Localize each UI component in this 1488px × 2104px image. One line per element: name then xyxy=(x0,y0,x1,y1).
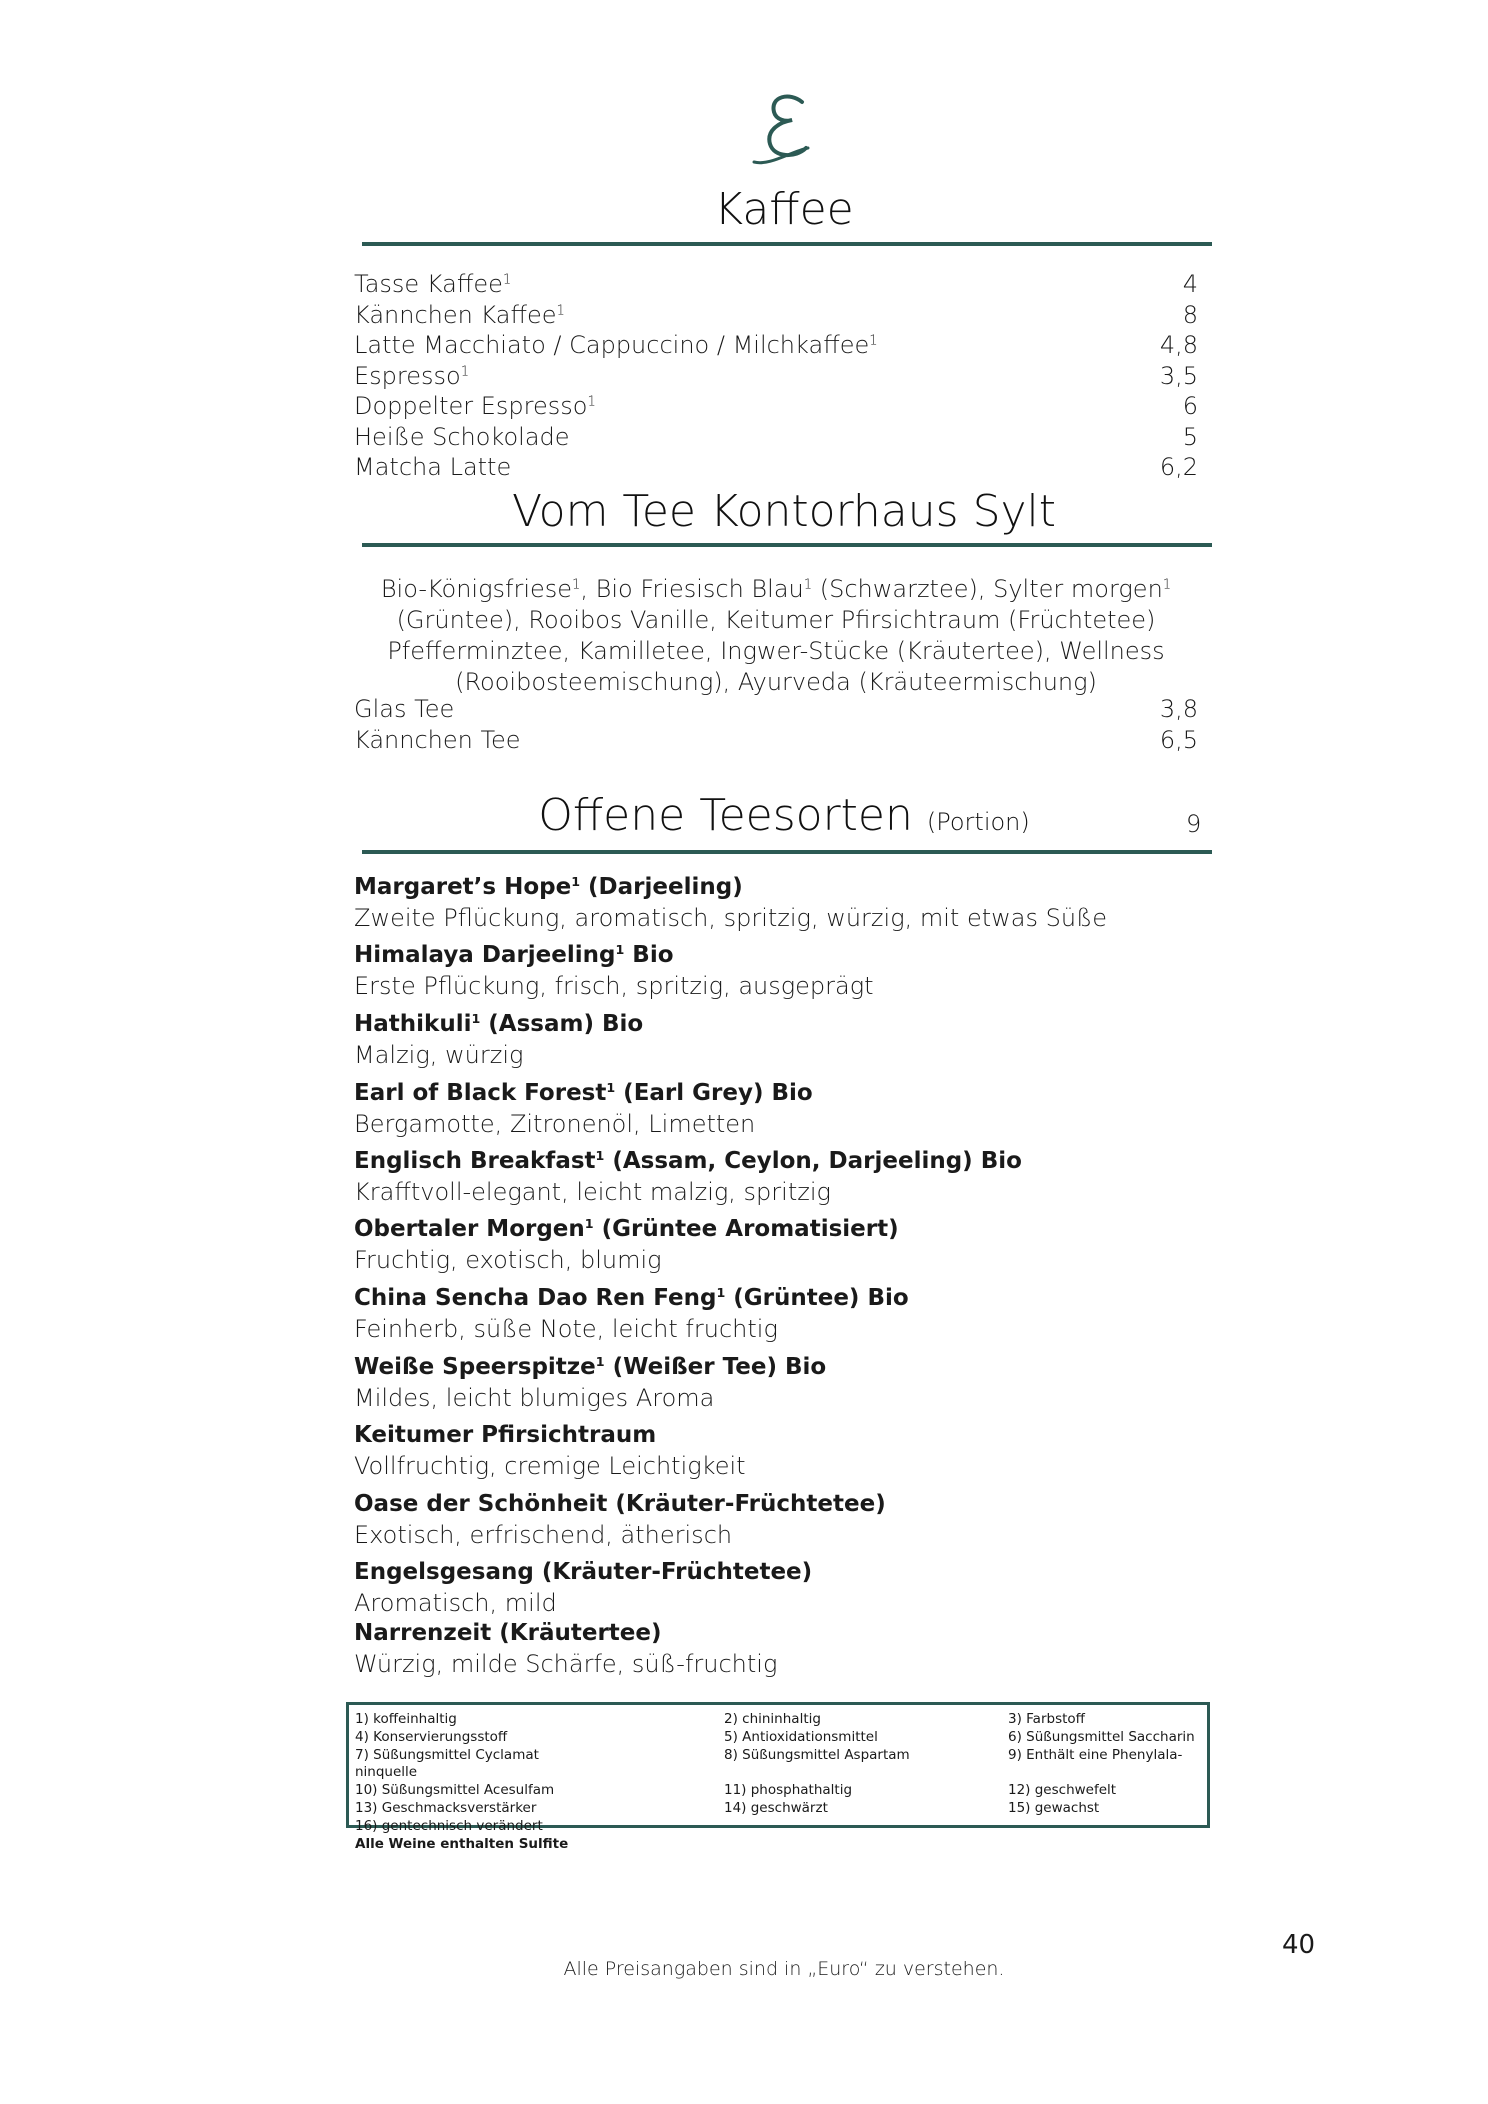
menu-item-name xyxy=(354,392,596,420)
menu-item-row xyxy=(354,695,1198,725)
menu-item-price: 5 xyxy=(1182,422,1198,451)
tea-name-text: Englisch Breakfast xyxy=(354,1148,596,1174)
footnote-entry: 8) Süßungsmittel Aspartam xyxy=(724,1746,910,1763)
menu-item-name xyxy=(354,362,469,390)
tea-name-suffix: (Grüntee Aromatisiert) xyxy=(593,1216,899,1242)
menu-item-label: Latte Macchiato / Cappuccino / Milchkaffee xyxy=(354,331,870,359)
tea-name xyxy=(354,1148,1022,1174)
menu-item-price: 6,5 xyxy=(1159,725,1198,754)
footnote-entry: 6) Süßungsmittel Saccharin xyxy=(1008,1728,1195,1745)
tea-name-suffix: (Weißer Tee) Bio xyxy=(604,1354,827,1380)
footnote-entry: 4) Konservierungsstoff xyxy=(355,1728,508,1745)
description-text: Bio-Königsfriese xyxy=(380,575,573,603)
footnote-entry: 13) Geschmacksverstärker xyxy=(355,1800,537,1816)
tea-name-suffix: (Assam, Ceylon, Darjeeling) Bio xyxy=(604,1148,1022,1174)
menu-item-row xyxy=(354,362,1198,392)
footnote-ref: 1 xyxy=(460,363,470,379)
footnote-ref: 1 xyxy=(587,394,596,410)
page-number: 40 xyxy=(1282,1930,1316,1960)
tea-name-suffix: (Assam) Bio xyxy=(480,1011,644,1037)
description-text: (Grüntee), Rooibos Vanille, Keitumer Pfirsichtraum (Früchtetee) xyxy=(396,606,1156,634)
tea-name xyxy=(354,1422,656,1448)
footnote-ref: 1 xyxy=(869,333,878,349)
menu-item-row xyxy=(354,453,1198,483)
tea-description: Würzig, milde Schärfe, süß-fruchtig xyxy=(354,1650,778,1678)
tea-description: Feinherb, süße Note, leicht fruchtig xyxy=(354,1315,778,1343)
menu-item-label: Doppelter Espresso xyxy=(354,392,588,420)
offene-teesorten-price: 9 xyxy=(1186,810,1202,838)
menu-item-price: 3,8 xyxy=(1159,695,1198,723)
tea-description: Bergamotte, Zitronenöl, Limetten xyxy=(354,1110,756,1138)
currency-note: Alle Preisangaben sind in „Euro“ zu verstehen. xyxy=(563,1958,1005,1980)
tea-description: Malzig, würzig xyxy=(354,1041,524,1069)
footnote-ref: 1 xyxy=(572,577,581,593)
offene-teesorten-heading xyxy=(0,790,1488,841)
footnote-entry: 2) chininhaltig xyxy=(724,1711,821,1727)
description-line xyxy=(354,667,1198,698)
menu-item-name xyxy=(354,423,570,451)
offene-teesorten-divider xyxy=(362,850,1212,854)
footnote-ref: 1 xyxy=(502,272,512,288)
kaffee-title: Kaffee xyxy=(714,184,854,235)
tea-name-text: Hathikuli xyxy=(354,1011,472,1037)
tea-name-text: Engelsgesang (Kräuter-Früchtetee) xyxy=(354,1559,813,1585)
tea-name xyxy=(354,1620,662,1646)
kaffee-divider xyxy=(362,242,1212,246)
tea-name xyxy=(354,1080,813,1106)
tea-name-text: Weiße Speerspitze xyxy=(354,1354,596,1380)
offene-teesorten-title: Offene Teesorten xyxy=(538,790,913,841)
footnote-ref: 1 xyxy=(615,941,625,957)
tea-name xyxy=(354,1216,899,1242)
footnote-entry: ninquelle xyxy=(355,1764,418,1781)
footnote-entry: 16) gentechnisch verändert xyxy=(355,1817,543,1834)
tea-description: Fruchtig, exotisch, blumig xyxy=(354,1246,662,1274)
description-text: (Rooibosteemischung), Ayurveda (Kräuteermischung) xyxy=(455,668,1097,696)
footnote-entry: 12) geschwefelt xyxy=(1008,1782,1117,1799)
menu-item-name xyxy=(354,270,511,298)
menu-item-row xyxy=(354,423,1198,453)
tea-description: Zweite Pflückung, aromatisch, spritzig, würzig, mit etwas Süße xyxy=(354,904,1108,932)
menu-item-label: Matcha Latte xyxy=(354,453,512,481)
tea-description: Exotisch, erfrischend, ätherisch xyxy=(354,1521,733,1549)
tea-name-suffix: Bio xyxy=(624,942,674,968)
description-line xyxy=(354,574,1198,605)
menu-item-price: 4 xyxy=(1182,270,1198,298)
footnote-ref: 1 xyxy=(556,302,565,318)
tea-name xyxy=(354,1011,643,1037)
menu-item-price: 6 xyxy=(1182,392,1198,420)
tee-kontorhaus-divider xyxy=(362,543,1212,547)
footnote-ref: 1 xyxy=(606,1079,616,1095)
tea-name-suffix: (Earl Grey) Bio xyxy=(615,1080,813,1106)
tea-name-text: Himalaya Darjeeling xyxy=(354,942,616,968)
menu-item-label: Espresso xyxy=(354,361,461,390)
menu-item-row xyxy=(354,331,1198,361)
menu-item-row xyxy=(354,726,1198,756)
tea-name-text: Keitumer Pfirsichtraum xyxy=(354,1422,657,1448)
tea-name xyxy=(354,1559,812,1585)
menu-item-price: 8 xyxy=(1182,300,1198,329)
description-text: (Schwarztee), Sylter morgen xyxy=(812,575,1163,603)
menu-item-name xyxy=(354,453,511,481)
tea-name-text: Obertaler Morgen xyxy=(354,1216,585,1242)
description-line xyxy=(354,605,1198,636)
tea-name-text: Margaret’s Hope xyxy=(354,874,572,900)
footnote-ref: 1 xyxy=(595,1147,605,1163)
menu-item-price: 6,2 xyxy=(1159,453,1198,481)
tee-kontorhaus-description xyxy=(354,574,1198,698)
footnote-entry: 5) Antioxidationsmittel xyxy=(724,1728,878,1745)
tea-name-text: Earl of Black Forest xyxy=(354,1080,607,1106)
tea-name-text: Oase der Schönheit (Kräuter-Früchtetee) xyxy=(354,1491,886,1517)
menu-item-label: Tasse Kaffee xyxy=(354,270,503,298)
tea-name-text: China Sencha Dao Ren Feng xyxy=(354,1285,717,1311)
footnote-ref: 1 xyxy=(716,1284,726,1300)
menu-item-row xyxy=(354,301,1198,331)
menu-item-price: 3,5 xyxy=(1159,361,1198,390)
menu-item-label: Heiße Schokolade xyxy=(354,422,570,451)
menu-item-row xyxy=(354,392,1198,422)
description-line xyxy=(354,636,1198,667)
tea-name-text: Narrenzeit (Kräutertee) xyxy=(354,1620,662,1646)
footnote-entry: 11) phosphathaltig xyxy=(724,1782,853,1799)
footnote-ref: 1 xyxy=(584,1215,594,1231)
footnote-entry: Alle Weine enthalten Sulfite xyxy=(355,1835,569,1852)
tea-description: Vollfruchtig, cremige Leichtigkeit xyxy=(354,1452,746,1480)
tea-description: Mildes, leicht blumiges Aroma xyxy=(354,1384,715,1412)
footnote-ref: 1 xyxy=(803,577,813,593)
tea-name xyxy=(354,942,674,968)
tea-name-suffix: (Darjeeling) xyxy=(580,874,743,900)
tea-description: Erste Pflückung, frisch, spritzig, ausgeprägt xyxy=(354,972,874,1000)
tee-kontorhaus-title: Vom Tee Kontorhaus Sylt xyxy=(511,486,1057,537)
footnote-ref: 1 xyxy=(571,873,581,889)
footnote-entry: 10) Süßungsmittel Acesulfam xyxy=(355,1782,555,1799)
offene-teesorten-subtitle: (Portion) xyxy=(926,808,1030,836)
tea-name-suffix: (Grüntee) Bio xyxy=(725,1285,909,1311)
menu-item-name xyxy=(354,301,565,329)
allergen-footnotes-box xyxy=(346,1702,1210,1852)
footnote-ref: 1 xyxy=(1162,577,1172,593)
menu-item-label: Kännchen Kaffee xyxy=(354,300,557,329)
menu-item-row xyxy=(354,270,1198,300)
description-text: Pfefferminztee, Kamilletee, Ingwer-Stücke (Kräutertee), Wellness xyxy=(387,637,1165,665)
tea-name xyxy=(354,1354,826,1380)
footnote-entry: 1) koffeinhaltig xyxy=(355,1711,457,1727)
footnote-entry: 9) Enthält eine Phenylala- xyxy=(1008,1746,1183,1763)
tea-description: Aromatisch, mild xyxy=(354,1589,557,1617)
menu-item-name xyxy=(354,331,878,359)
footnote-entry: 3) Farbstoff xyxy=(1008,1711,1085,1727)
footnote-entry: 7) Süßungsmittel Cyclamat xyxy=(355,1746,539,1763)
tea-name xyxy=(354,874,743,900)
tea-name xyxy=(354,1491,886,1517)
menu-item-price: 4,8 xyxy=(1159,331,1198,359)
footnote-ref: 1 xyxy=(471,1010,481,1026)
footnote-entry: 14) geschwärzt xyxy=(724,1800,828,1816)
footnote-ref: 1 xyxy=(595,1353,605,1369)
footnote-entry: 15) gewachst xyxy=(1008,1800,1100,1816)
menu-item-name: Glas Tee xyxy=(354,695,455,723)
description-text: , Bio Friesisch Blau xyxy=(580,575,804,603)
menu-item-name: Kännchen Tee xyxy=(354,725,521,754)
script-e-logo-icon xyxy=(740,92,830,172)
tea-name xyxy=(354,1285,909,1311)
tea-description: Krafftvoll-elegant, leicht malzig, spritzig xyxy=(354,1178,831,1206)
